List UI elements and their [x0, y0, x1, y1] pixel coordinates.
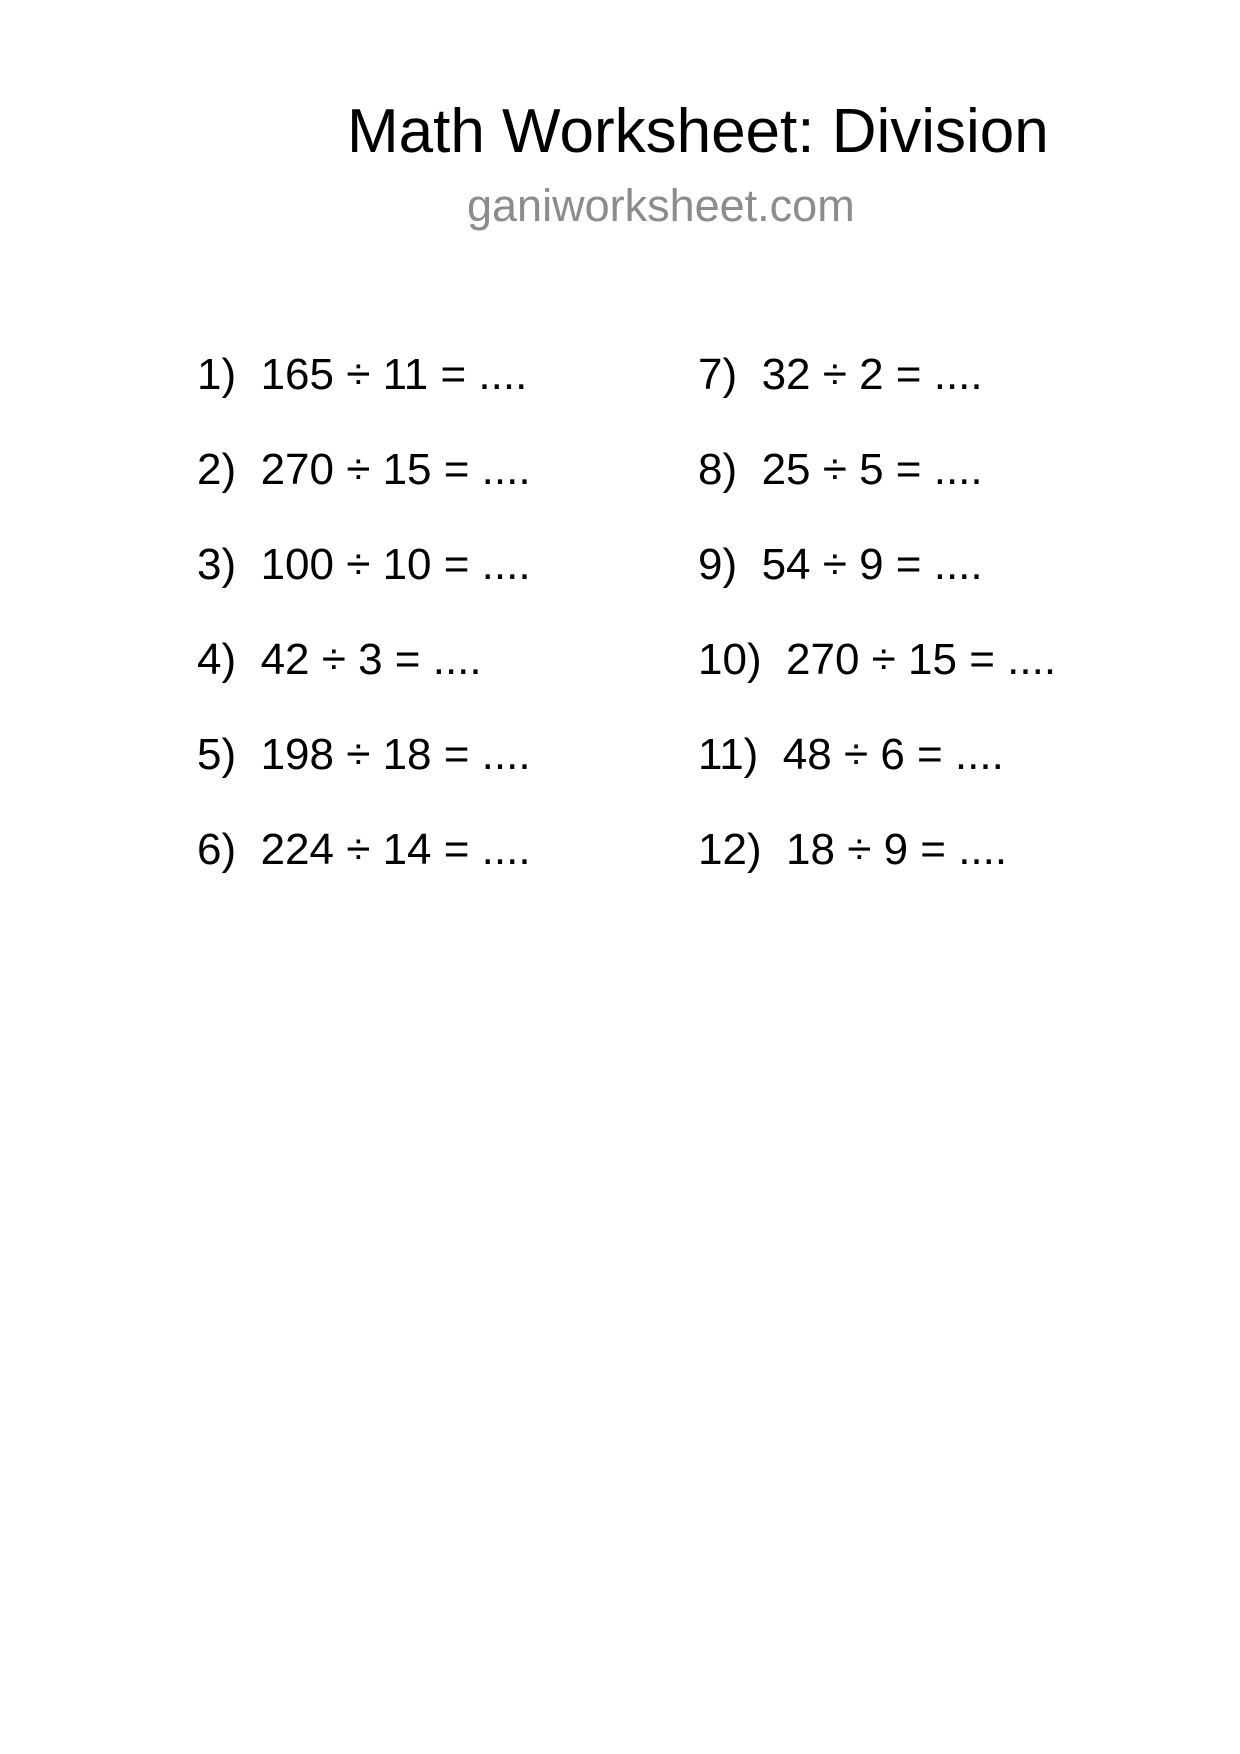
problem-4: 4) 42 ÷ 3 = .... [197, 635, 482, 684]
problem-1: 1) 165 ÷ 11 = .... [197, 350, 528, 399]
problem-2: 2) 270 ÷ 15 = .... [197, 445, 531, 494]
problem-8: 8) 25 ÷ 5 = .... [698, 445, 983, 494]
problem-6: 6) 224 ÷ 14 = .... [197, 825, 531, 874]
problem-11: 11) 48 ÷ 6 = .... [698, 730, 1004, 779]
problem-10: 10) 270 ÷ 15 = .... [698, 635, 1057, 684]
problem-5: 5) 198 ÷ 18 = .... [197, 730, 531, 779]
problem-3: 3) 100 ÷ 10 = .... [197, 540, 531, 589]
site-credit: ganiworksheet.com [467, 180, 855, 231]
problem-9: 9) 54 ÷ 9 = .... [698, 540, 983, 589]
problem-12: 12) 18 ÷ 9 = .... [698, 825, 1008, 874]
problem-7: 7) 32 ÷ 2 = .... [698, 350, 983, 399]
page-title: Math Worksheet: Division [347, 97, 1049, 166]
